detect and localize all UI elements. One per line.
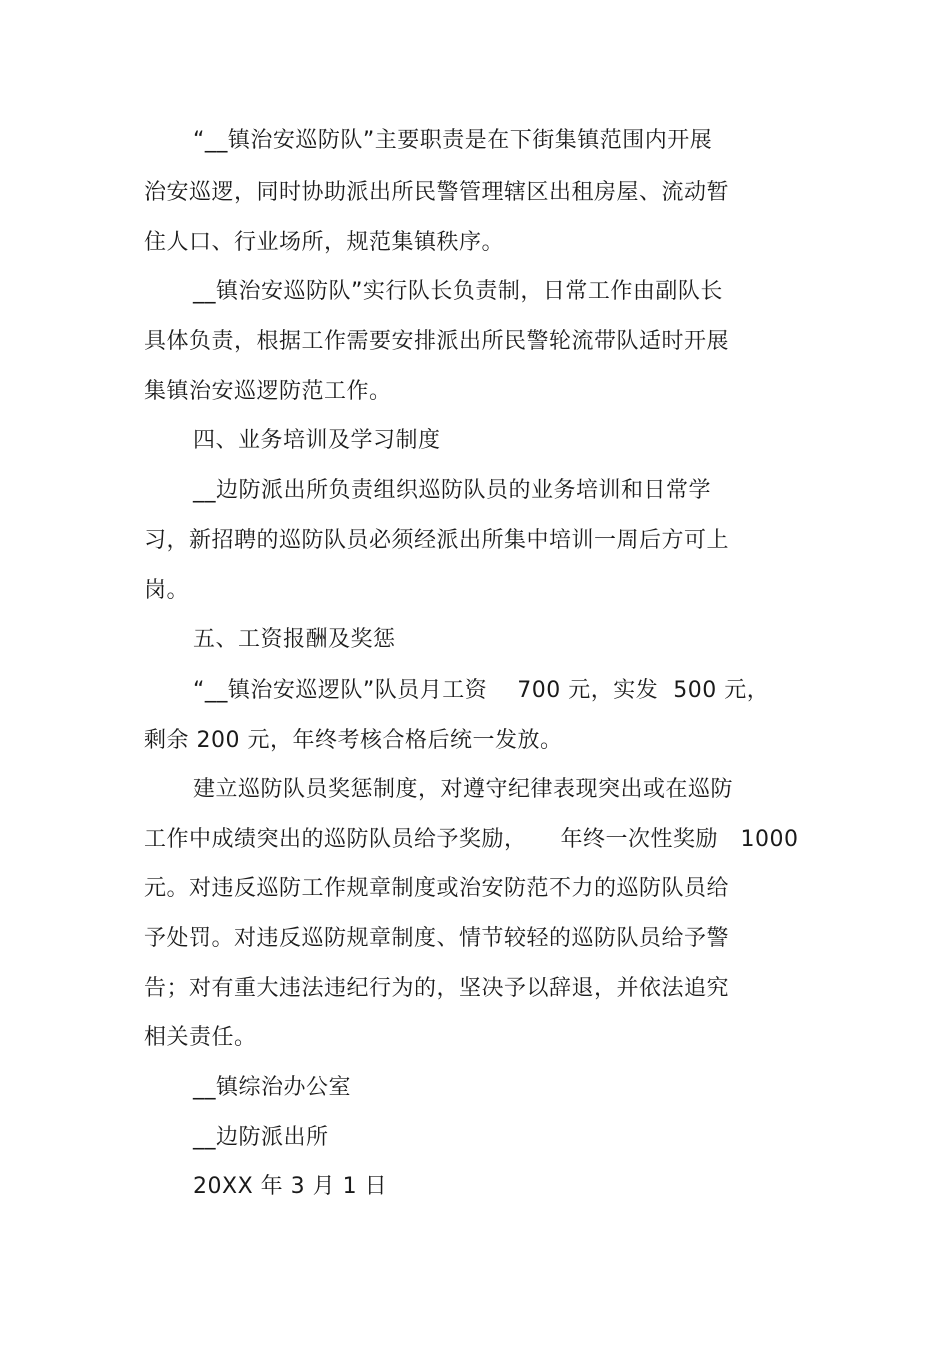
paragraph-line: “__镇治安巡防队”主要职责是在下街集镇范围内开展 [193, 128, 713, 153]
signature-date: 20XX 年 3 月 1 日 [193, 1174, 388, 1199]
paragraph-line: 集镇治安巡逻防范工作。 [144, 379, 392, 404]
signature-org-line: __镇综治办公室 [193, 1075, 352, 1100]
paragraph-line: 治安巡逻，同时协助派出所民警管理辖区出租房屋、流动暂 [144, 180, 730, 205]
section-heading: 四、业务培训及学习制度 [193, 428, 441, 453]
paragraph-line: 工作中成绩突出的巡防队员给予奖励， 年终一次性奖励 1000 [144, 827, 799, 852]
paragraph-line: 相关责任。 [144, 1025, 257, 1050]
paragraph-line: 岗。 [144, 578, 190, 603]
paragraph-line: 元。对违反巡防工作规章制度或治安防范不力的巡防队员给 [144, 876, 730, 901]
paragraph-line: 剩余 200 元，年终考核合格后统一发放。 [144, 728, 563, 753]
paragraph-line: “__镇治安巡逻队”队员月工资 700 元，实发 500 元， [193, 678, 770, 703]
signature-org-line: __边防派出所 [193, 1125, 329, 1150]
paragraph-line: __镇治安巡防队”实行队长负责制，日常工作由副队长 [193, 279, 723, 304]
paragraph-line: __边防派出所负责组织巡防队员的业务培训和日常学 [193, 478, 712, 503]
paragraph-line: 予处罚。对违反巡防规章制度、情节较轻的巡防队员给予警 [144, 926, 730, 951]
paragraph-line: 具体负责，根据工作需要安排派出所民警轮流带队适时开展 [144, 329, 730, 354]
paragraph-line: 习，新招聘的巡防队员必须经派出所集中培训一周后方可上 [144, 528, 730, 553]
paragraph-line: 告；对有重大违法违纪行为的，坚决予以辞退，并依法追究 [144, 976, 730, 1001]
paragraph-line: 住人口、行业场所，规范集镇秩序。 [144, 230, 505, 255]
paragraph-line: 建立巡防队员奖惩制度，对遵守纪律表现突出或在巡防 [193, 777, 734, 802]
section-heading: 五、工资报酬及奖惩 [193, 627, 396, 652]
